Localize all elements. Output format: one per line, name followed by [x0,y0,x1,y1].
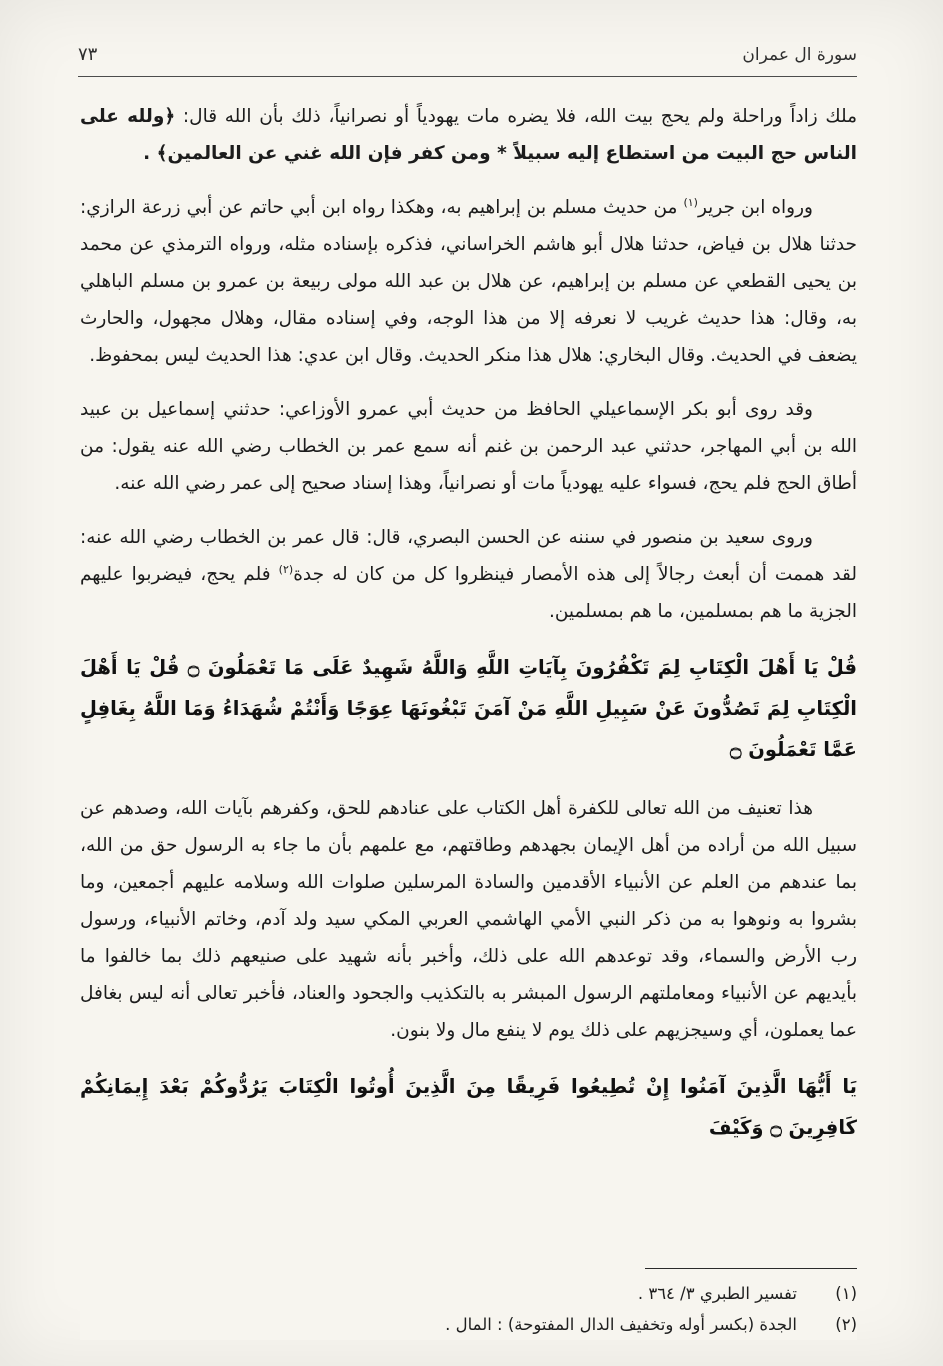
inline-quran-quote: ﴿ولله على الناس حج البيت من استطاع إليه سبيلاً * ومن كفر فإن الله غني عن العالمين﴾ . [80,106,857,164]
paragraph-said-ibn-mansur [80,519,857,630]
quran-verse-100: يَا أَيُّهَا الَّذِينَ آمَنُوا إِنْ تُطِيعُوا فَرِيقًا مِنَ الَّذِينَ أُوتُوا الْكِتَابَ يَرُدُّوكُمْ بَعْدَ إِيمَانِكُمْ كَافِرِينَ ۝ وَكَيْفَ [80,1075,857,1139]
paragraph-ismaili-hadith: وقد روى أبو بكر الإسماعيلي الحافظ من حديث أبي عمرو الأوزاعي: حدثني إسماعيل بن عبيد الله بن أبي المهاجر، حدثني عبد الرحمن بن غنم أنه سمع عمر بن الخطاب رضي الله عنه يقول: من أطاق الحج فلم يحج، فسواء عليه يهودياً مات أو نصرانياً، وهذا إسناد صحيح إلى عمر رضي الله عنه. [80,399,857,494]
paragraph-said-ibn-mansur-text-start: وروى سعيد بن منصور في سننه عن الحسن البصري، قال: قال عمر بن الخطاب رضي الله عنه: لقد هممت أن أبعث رجالاً إلى هذه الأمصار فينظروا كل من كان له جدة [80,527,857,585]
paragraph-ibn-jarir-text-rest: من حديث مسلم بن إبراهيم به، وهكذا رواه ابن أبي حاتم عن أبي زرعة الرازي: حدثنا هلال بن فياض، حدثنا هلال أبو هاشم الخراساني، فذكره بإسناده مثله، ورواه الترمذي عن محمد بن يحيى القطعي عن مسلم بن إبراهيم، عن هلال بن عبد الله مولى ربيعة بن عمرو بن مسلم الباهلي به، وقال: هذا حديث غريب لا نعرفه إلا من هذا الوجه، وفي إسناده مقال، وهلال مجهول، والحارث يضعف في الحديث. وقال البخاري: هلال هذا منكر الحديث. وقال ابن عدي: هذا الحديث ليس بمحفوظ. [80,197,857,366]
quran-verses-98-99: قُلْ يَا أَهْلَ الْكِتَابِ لِمَ تَكْفُرُونَ بِآيَاتِ اللَّهِ وَاللَّهُ شَهِيدٌ عَلَى مَا تَعْمَلُونَ ۝ قُلْ يَا أَهْلَ الْكِتَابِ لِمَ تَصُدُّونَ عَنْ سَبِيلِ اللَّهِ مَنْ آمَنَ تَبْغُونَهَا عِوَجًا وَأَنْتُمْ شُهَدَاءُ وَمَا اللَّهُ بِغَافِلٍ عَمَّا تَعْمَلُونَ ۝ [80,656,857,761]
page-body [80,98,857,1238]
running-title: سورة ال عمران [742,45,857,65]
footnote-1 [80,1278,857,1309]
footnote-2-text: الجدة (بكسر أوله وتخفيف الدال المفتوحة) : المال . [445,1315,797,1334]
paragraph-tafsir-commentary: هذا تعنيف من الله تعالى للكفرة أهل الكتاب على عنادهم للحق، وكفرهم بآيات الله، وصدهم عن سبيل الله من أراده من أهل الإيمان بجهدهم وطاقتهم، مع علمهم بأن ما جاء به الرسول حق من الله، بما عندهم من العلم عن الأنبياء الأقدمين والسادة المرسلين صلوات الله وسلامه عليهم أجمعين، وما بشروا به ونوهوا به من ذكر النبي الأمي الهاشمي العربي المكي سيد ولد آدم، وخاتم الأنبياء، ورسول رب الأرض والسماء، وقد توعدهم الله على ذلك، وأخبر بأنه شهيد على صنيعهم ذلك بما خالفوا ما بأيديهم عن الأنبياء ومعاملتهم الرسول المبشر به بالتكذيب والجحود والعناد، فأخبر تعالى أنه ليس بغافل عما يعملون، أي وسيجزيهم على ذلك يوم لا ينفع مال ولا بنون. [80,798,857,1041]
footnote-1-text: تفسير الطبري ٣/ ٣٦٤ . [637,1284,797,1303]
footnote-ref-1: (١) [683,196,698,209]
paragraph-continuation-text: ملك زاداً وراحلة ولم يحج بيت الله، فلا يضره مات يهودياً أو نصرانياً، ذلك بأن الله قال: [175,106,857,127]
paragraph-ibn-jarir [80,189,857,374]
paragraph-continuation [80,98,857,172]
paragraph-said-ibn-mansur-text-rest: فلم يحج، فيضربوا عليهم الجزية ما هم بمسلمين، ما هم بمسلمين. [80,564,857,622]
footnote-1-number: (١) [835,1284,857,1303]
footnote-2-number: (٢) [835,1315,857,1334]
page-number: ٧٣ [78,44,98,65]
paragraph-ibn-jarir-text-start: ورواه ابن جرير [697,197,813,218]
footnote-2 [80,1309,857,1340]
footnote-ref-2: (٢) [278,563,294,576]
footnotes-section [80,1268,857,1340]
page-header [78,44,857,77]
footnote-divider [645,1268,857,1269]
